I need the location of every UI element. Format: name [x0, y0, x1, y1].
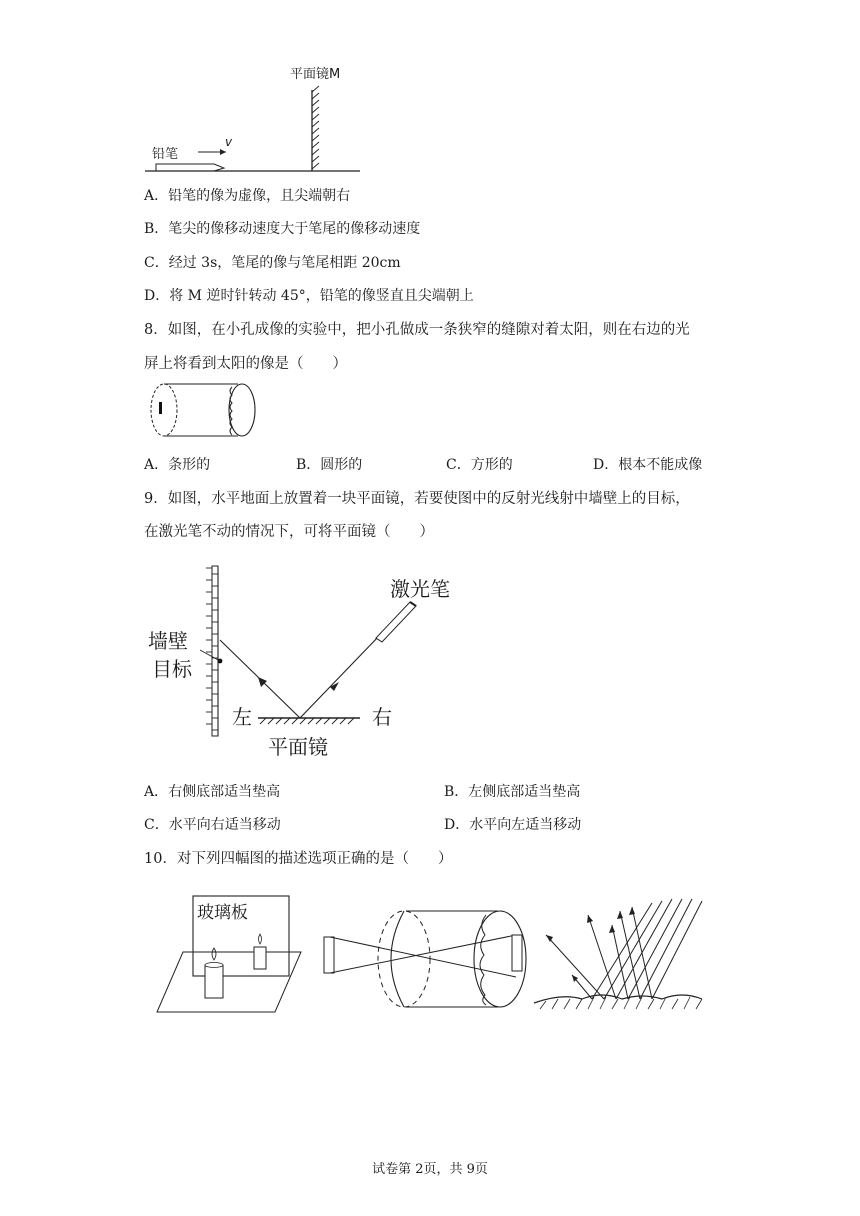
q9-option-a: A．右侧底部适当垫高: [144, 784, 281, 800]
laser-pen-icon: [376, 602, 416, 642]
q8-option-d: D．根本不能成像: [593, 457, 703, 473]
page-footer: 试卷第 2页，共 9页: [372, 1162, 488, 1177]
pinhole-camera-figure: [144, 383, 262, 439]
right-label: 右: [372, 705, 392, 729]
q7-option-d: D．将 M 逆时针转动 45°，铅笔的像竖直且尖端朝上: [144, 288, 474, 304]
q9-option-c: C．水平向右适当移动: [144, 817, 281, 833]
q10-stem: 10．对下列四幅图的描述选项正确的是（ ）: [144, 851, 453, 867]
q8-option-a: A．条形的: [144, 457, 211, 473]
q8-option-c: C．方形的: [446, 457, 513, 473]
target-label: 目标: [152, 657, 192, 681]
laser-label: 激光笔: [390, 577, 450, 601]
pencil-label: 铅笔: [152, 147, 179, 162]
laser-mirror-figure: [140, 560, 470, 765]
q7-option-c: C．经过 3s，笔尾的像与笔尾相距 20cm: [144, 255, 401, 271]
q7-option-b: B．笔尖的像移动速度大于笔尾的像移动速度: [144, 221, 421, 237]
glass-plate-candles-figure: [155, 892, 305, 1014]
glass-plate-label: 玻璃板: [197, 903, 248, 923]
pencil-mirror-figure: [140, 60, 370, 180]
q9-option-d: D．水平向左适当移动: [444, 817, 582, 833]
q9-stem-line2: 在激光笔不动的情况下，可将平面镜（ ）: [144, 524, 434, 540]
q9-stem-line1: 9．如图，水平地面上放置着一块平面镜，若要使图中的反射光线射中墙壁上的目标，: [144, 491, 690, 507]
pencil-icon: [156, 164, 224, 171]
diffuse-reflection-figure: [532, 895, 722, 1013]
wall-label: 墙壁: [148, 629, 188, 653]
mirror-m-label: 平面镜M: [290, 67, 341, 82]
q7-option-a: A．铅笔的像为虚像，且尖端朝右: [144, 188, 351, 204]
pinhole-camera-candle-figure: [318, 905, 533, 1025]
mirror-label: 平面镜: [268, 735, 328, 759]
left-label: 左: [232, 705, 252, 729]
slit-icon: [159, 402, 162, 414]
velocity-label: v: [225, 135, 233, 149]
q9-option-b: B．左侧底部适当垫高: [444, 784, 581, 800]
q8-option-b: B．圆形的: [296, 457, 363, 473]
q8-stem-line2: 屏上将看到太阳的像是（ ）: [144, 356, 347, 372]
q8-stem-line1: 8．如图，在小孔成像的实验中，把小孔做成一条狭窄的缝隙对着太阳，则在右边的光: [144, 322, 690, 338]
